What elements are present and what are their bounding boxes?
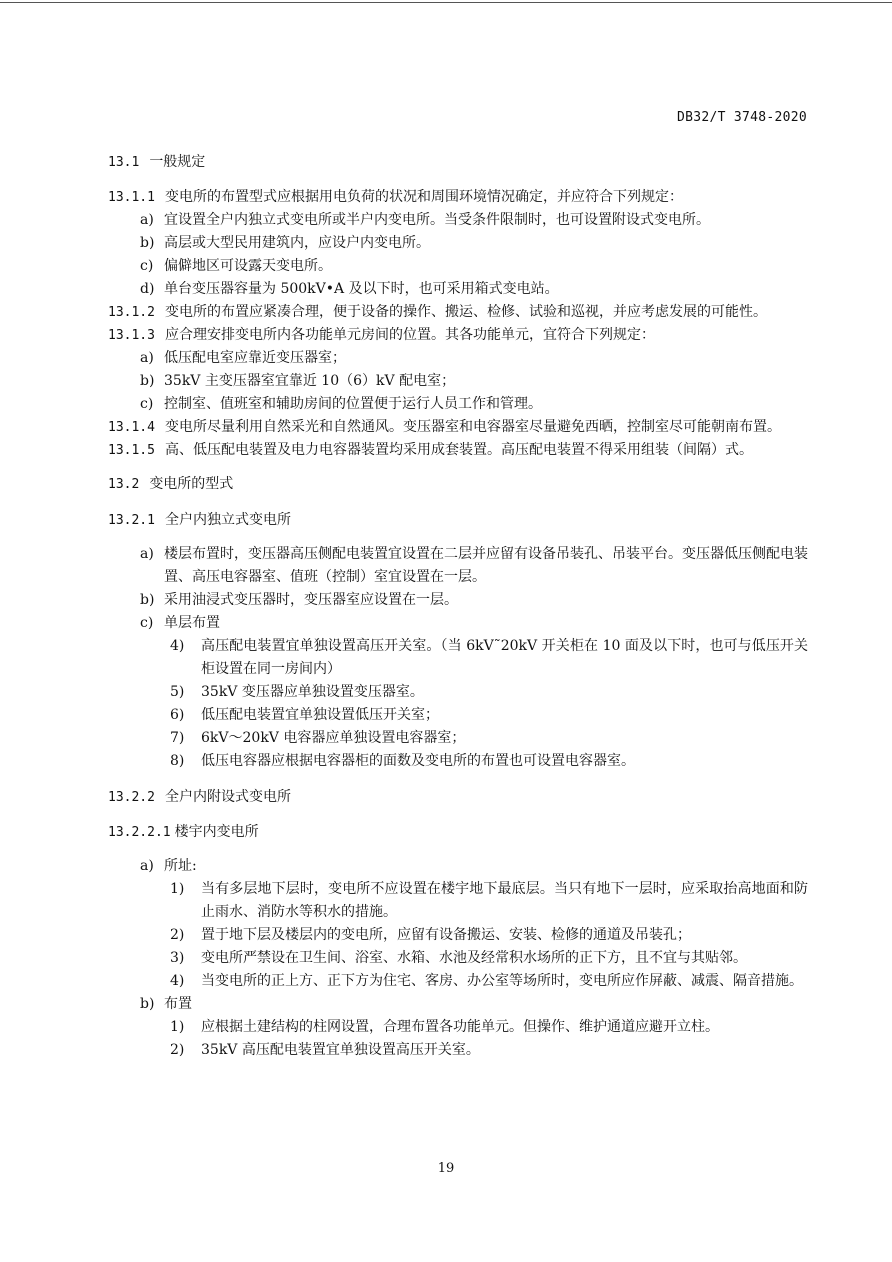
sub-list-item: 6) 低压配电装置宜单独设置低压开关室； [170, 707, 439, 723]
sub-list-item: 3) 变电所严禁设在卫生间、浴室、水箱、水池及经常积水场所的正下方，且不宜与其贴邻。 [170, 950, 747, 966]
list-item: c) 单层布置 [140, 615, 220, 631]
page-content [108, 144, 808, 1062]
sub-list-item: 1) 当有多层地下层时，变电所不应设置在楼宇地下最底层。当只有地下一层时，应采取抬高地面和防止雨水、消防水等积水的措施。 [170, 881, 808, 920]
list-item: d) 单台变压器容量为 500kV•A 及以下时，也可采用箱式变电站。 [140, 281, 559, 297]
sub-list-item: 2) 置于地下层及楼层内的变电所，应留有设备搬运、安装、检修的通道及吊装孔； [170, 927, 691, 943]
list-item: b) 35kV 主变压器室宜靠近 10（6）kV 配电室； [140, 373, 456, 389]
section-13-2-2-heading: 13.2.2 全户内附设式变电所 [108, 789, 291, 805]
sub-list-item: 2) 35kV 高压配电装置宜单独设置高压开关室。 [170, 1042, 480, 1058]
clause-13-1-3: 13.1.3 应合理安排变电所内各功能单元房间的位置。其各功能单元，宜符合下列规定： [108, 327, 655, 343]
sub-list-item: 8) 低压电容器应根据电容器柜的面数及变电所的布置也可设置电容器室。 [170, 753, 635, 769]
section-13-2-heading: 13.2 变电所的型式 [108, 476, 234, 492]
clause-13-1-5: 13.1.5 高、低压配电装置及电力电容器装置均采用成套装置。高压配电装置不得采用组装（间隔）式。 [108, 442, 753, 458]
list-item: b) 布置 [140, 996, 192, 1012]
sub-list-item: 4) 当变电所的正上方、正下方为住宅、客房、办公室等场所时，变电所应作屏蔽、减震、隔音措施。 [170, 973, 803, 989]
sub-list-item: 4) 高压配电装置宜单独设置高压开关室。（当 6kV˜20kV 开关柜在 10 面及以下时，也可与低压开关柜设置在同一房间内） [170, 638, 808, 677]
document-code: DB32/T 3748-2020 [676, 110, 807, 125]
page-number: 19 [437, 1161, 455, 1176]
top-border-line [0, 2, 892, 3]
list-item: c) 控制室、值班室和辅助房间的位置便于运行人员工作和管理。 [140, 396, 542, 412]
clause-13-1-4: 13.1.4 变电所尽量利用自然采光和自然通风。变压器室和电容器室尽量避免西晒，控制室尽可能朝南布置。 [108, 419, 781, 435]
section-13-2-1-heading: 13.2.1 全户内独立式变电所 [108, 512, 291, 528]
clause-13-1-1: 13.1.1 变电所的布置型式应根据用电负荷的状况和周围环境情况确定，并应符合下列规定： [108, 189, 683, 205]
sub-list-item: 7) 6kV～20kV 电容器应单独设置电容器室； [170, 730, 466, 746]
clause-13-1-2: 13.1.2 变电所的布置应紧凑合理，便于设备的操作、搬运、检修、试验和巡视，并应考虑发展的可能性。 [108, 304, 767, 320]
sub-list-item: 5) 35kV 变压器应单独设置变压器室。 [170, 684, 424, 700]
list-item: a) 楼层布置时，变压器高压侧配电装置宜设置在二层并应留有设备吊装孔、吊装平台。变压器低压侧配电装置、高压电容器室、值班（控制）室宜设置在一层。 [140, 546, 808, 585]
section-13-2-2-1-heading: 13.2.2.1 楼宇内变电所 [108, 824, 259, 840]
list-item: c) 偏僻地区可设露天变电所。 [140, 258, 332, 274]
list-item: a) 宜设置全户内独立式变电所或半户内变电所。当受条件限制时，也可设置附设式变电所。 [140, 212, 710, 228]
list-item: b) 采用油浸式变压器时，变压器室应设置在一层。 [140, 592, 458, 608]
section-13-1-heading: 13.1 一般规定 [108, 154, 206, 170]
list-item: b) 高层或大型民用建筑内，应设户内变电所。 [140, 235, 430, 251]
sub-list-item: 1) 应根据土建结构的柱网设置，合理布置各功能单元。但操作、维护通道应避开立柱。 [170, 1019, 719, 1035]
list-item: a) 低压配电室应靠近变压器室； [140, 350, 346, 366]
list-item: a) 所址: [140, 858, 197, 874]
